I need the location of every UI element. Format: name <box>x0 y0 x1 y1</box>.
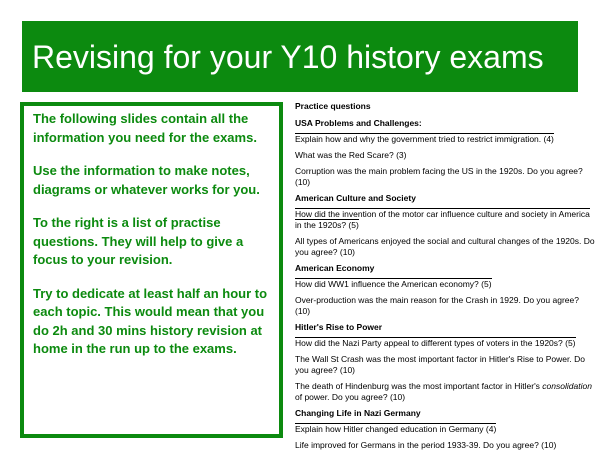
question <box>295 279 595 290</box>
question-text: How did the invention of the motor car influence culture and society in America in the 1920s? (5) <box>295 209 590 230</box>
section-title: American Culture and Society <box>295 193 416 203</box>
question <box>295 424 595 435</box>
question: Life improved for Germans in the period 1933-39. Do you agree? (10) <box>295 440 557 450</box>
question: All types of Americans enjoyed the social and cultural changes of the 1920s. Do you agree? (10) <box>295 236 595 257</box>
section-title: USA Problems and Challenges: <box>295 118 422 128</box>
question <box>295 209 595 231</box>
question <box>295 338 595 349</box>
question-text: How did the Nazi Party appeal to different types of voters in the 1920s? (5) <box>295 338 576 348</box>
question-text: How did WW1 influence the American economy? (5) <box>295 279 492 289</box>
question-text: Explain how and why the government tried to restrict immigration. (4) <box>295 134 554 144</box>
question: What was the Red Scare? (3) <box>295 150 407 160</box>
intro-box <box>20 102 283 438</box>
practice-heading: Practice questions <box>295 101 371 111</box>
section-title: Hitler's Rise to Power <box>295 322 383 332</box>
question <box>295 134 595 145</box>
section-title: Changing Life in Nazi Germany <box>295 408 421 418</box>
question: Corruption was the main problem facing the US in the 1920s. Do you agree? (10) <box>295 166 583 187</box>
intro-paragraph: Use the information to make notes, diagrams or whatever works for you. <box>33 163 260 197</box>
question: The Wall St Crash was the most important factor in Hitler's Rise to Power. Do you agree? (10) <box>295 354 585 375</box>
title-banner <box>22 21 578 92</box>
question: Over-production was the main reason for the Crash in 1929. Do you agree? (10) <box>295 295 579 316</box>
practice-questions <box>295 101 595 456</box>
intro-paragraph: To the right is a list of practise questions. They will help to give a focus to your revision. <box>33 215 244 267</box>
intro-paragraph: The following slides contain all the information you need for the exams. <box>33 111 257 145</box>
intro-paragraph: Try to dedicate at least half an hour to each topic. This would mean that you do 2h and 30 mins history revision at home in the run up to the exams. <box>33 285 268 356</box>
page-title: Revising for your Y10 history exams <box>32 39 544 75</box>
question: The death of Hindenburg was the most important factor in Hitler's consolidation of power. Do you agree? (10) <box>295 381 592 402</box>
section-title: American Economy <box>295 263 375 273</box>
question-text: Explain how Hitler changed education in Germany (4) <box>295 424 497 434</box>
